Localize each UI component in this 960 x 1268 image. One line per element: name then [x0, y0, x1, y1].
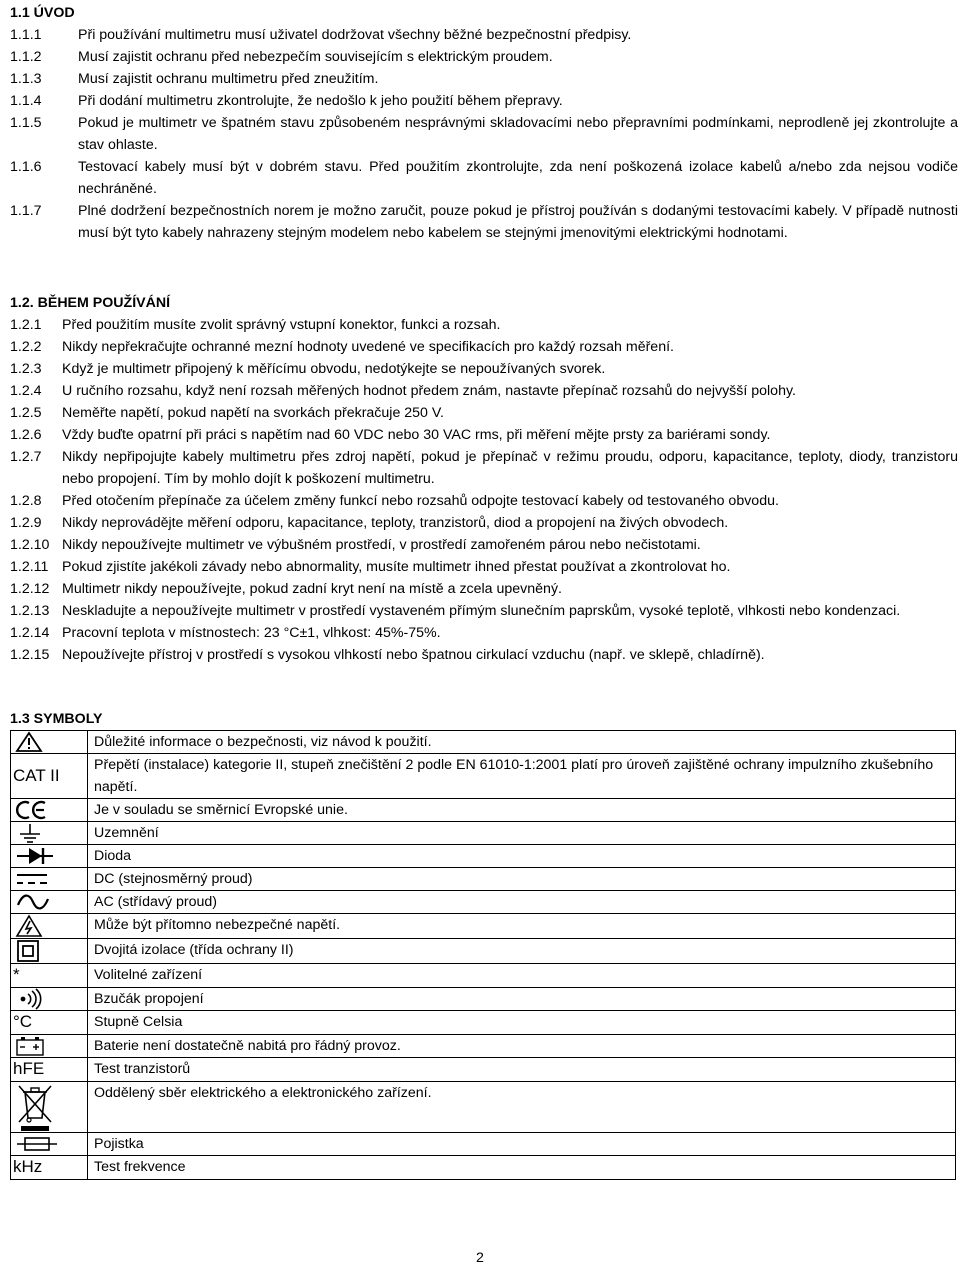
document-page	[10, 2, 958, 1180]
high-voltage-icon	[11, 914, 87, 938]
symbol-cell	[11, 822, 88, 845]
symbol-row	[11, 1011, 956, 1035]
warning-triangle-icon	[11, 731, 87, 753]
symbol-row	[11, 1133, 956, 1156]
symbol-cell	[11, 868, 88, 891]
dc-icon	[11, 868, 87, 890]
item-text: Před otočením přepínače za účelem změny funkcí nebo rozsahů odpojte testovací kabely od testovaného obvodu.	[62, 493, 779, 509]
buzzer-icon	[11, 988, 87, 1010]
section-2-heading: 1.2. BĚHEM POUŽÍVÁNÍ	[10, 295, 171, 311]
page-number: 2	[476, 1250, 484, 1266]
symbol-cell	[11, 1133, 88, 1156]
symbol-cell	[11, 939, 88, 964]
symbol-cell	[11, 845, 88, 868]
symbol-description: Volitelné zařízení	[88, 964, 956, 988]
symbol-cell	[11, 1011, 88, 1035]
symbol-cell	[11, 1058, 88, 1082]
item-number: 1.2.1	[10, 317, 42, 333]
symbol-description: Bzučák propojení	[88, 988, 956, 1011]
celsius-text: °C	[13, 1012, 33, 1031]
item-number: 1.2.8	[10, 493, 42, 509]
item-number: 1.2.6	[10, 427, 42, 443]
item-text: Když je multimetr připojený k měřícímu obvodu, nedotýkejte se nepoužívaných svorek.	[62, 361, 606, 377]
item-number: 1.2.7	[10, 449, 42, 465]
item-text: Nikdy nepoužívejte multimetr ve výbušném prostředí, v prostředí zamořeném párou nebo nečistotami.	[62, 537, 701, 553]
item-text: Musí zajistit ochranu před nebezpečím souvisejícím s elektrickým proudem.	[78, 49, 553, 65]
symbol-row	[11, 754, 956, 799]
item-number: 1.1.2	[10, 49, 42, 65]
list-item	[10, 556, 958, 578]
section-1-list	[10, 24, 958, 244]
symbol-row	[11, 731, 956, 754]
item-text: Musí zajistit ochranu multimetru před zneužitím.	[78, 71, 379, 87]
list-item	[10, 90, 958, 112]
list-item	[10, 424, 958, 446]
section-3-heading: 1.3 SYMBOLY	[10, 711, 103, 727]
double-insulation-icon	[11, 939, 87, 963]
symbol-description: Test frekvence	[88, 1156, 956, 1180]
list-item	[10, 380, 958, 402]
item-text: Nikdy neprovádějte měření odporu, kapacitance, teploty, tranzistorů, diod a propojení na živých obvodech.	[62, 515, 729, 531]
symbol-cell	[11, 754, 88, 799]
symbol-row	[11, 964, 956, 988]
list-item	[10, 358, 958, 380]
cat-ii-text: CAT II	[13, 765, 60, 785]
item-text: Při používání multimetru musí uživatel dodržovat všechny běžné bezpečnostní předpisy.	[78, 27, 632, 43]
list-item	[10, 534, 958, 556]
weee-bin-icon	[11, 1082, 87, 1132]
ac-icon	[11, 891, 87, 913]
symbol-row	[11, 914, 956, 939]
section-2-list	[10, 314, 958, 666]
symbol-row	[11, 822, 956, 845]
section-1-heading: 1.1 ÚVOD	[10, 5, 75, 21]
item-number: 1.1.5	[10, 115, 42, 131]
item-number: 1.1.3	[10, 71, 42, 87]
symbol-description: Dioda	[88, 845, 956, 868]
item-text: Při dodání multimetru zkontrolujte, že nedošlo k jeho použití během přepravy.	[78, 93, 563, 109]
item-number: 1.2.10	[10, 537, 50, 553]
item-text: Nikdy nepřekračujte ochranné mezní hodnoty uvedené ve specifikacích pro každý rozsah měření.	[62, 339, 674, 355]
symbol-row	[11, 845, 956, 868]
item-text: Vždy buďte opatrní při práci s napětím nad 60 VDC nebo 30 VAC rms, při měření mějte prsty za bariérami sondy.	[62, 427, 771, 443]
fuse-icon	[11, 1133, 87, 1155]
list-item	[10, 490, 958, 512]
list-item	[10, 200, 958, 244]
hfe-text: hFE	[13, 1059, 45, 1078]
list-item	[10, 156, 958, 200]
symbol-cell	[11, 914, 88, 939]
symbol-row	[11, 1082, 956, 1133]
item-text: Testovací kabely musí být v dobrém stavu. Před použitím zkontrolujte, zda není poškozená izolace kabelů a/nebo zda nejsou vodiče nechráněné.	[78, 159, 958, 197]
symbol-description: DC (stejnosměrný proud)	[88, 868, 956, 891]
khz-text: kHz	[13, 1157, 43, 1176]
item-text: Nepoužívejte přístroj v prostředí s vysokou vlhkostí nebo špatnou cirkulací vzduchu (např. ve sklepě, chladírně).	[62, 647, 765, 663]
list-item	[10, 68, 958, 90]
symbol-description: AC (střídavý proud)	[88, 891, 956, 914]
symbol-cell	[11, 799, 88, 822]
symbol-description: Oddělený sběr elektrického a elektronického zařízení.	[88, 1082, 956, 1133]
diode-icon	[11, 845, 87, 867]
ground-icon	[11, 822, 87, 844]
symbol-description: Může být přítomno nebezpečné napětí.	[88, 914, 956, 939]
list-item	[10, 112, 958, 156]
item-number: 1.1.4	[10, 93, 42, 109]
symbol-description: Přepětí (instalace) kategorie II, stupeň znečištění 2 podle EN 61010-1:2001 platí pro úroveň zajištěné ochrany impulzního zkušebního napětí.	[88, 754, 956, 799]
symbol-cell	[11, 988, 88, 1011]
item-text: Neskladujte a nepoužívejte multimetr v prostředí vystaveném přímým slunečním paprskům, vysoké teplotě, vlhkosti nebo kondenzaci.	[62, 603, 901, 619]
symbol-cell	[11, 1082, 88, 1133]
battery-icon	[11, 1035, 87, 1057]
symbol-row	[11, 988, 956, 1011]
symbol-description: Uzemnění	[88, 822, 956, 845]
list-item	[10, 446, 958, 490]
item-number: 1.1.6	[10, 159, 42, 175]
symbol-description: Stupně Celsia	[88, 1011, 956, 1035]
list-item	[10, 402, 958, 424]
symbol-description: Důležité informace o bezpečnosti, viz návod k použití.	[88, 731, 956, 754]
symbol-description: Dvojitá izolace (třída ochrany II)	[88, 939, 956, 964]
item-text: Plné dodržení bezpečnostních norem je možno zaručit, pouze pokud je přístroj používán s dodanými testovacími kabely. V případě nutnosti musí být tyto kabely nahrazeny stejným modelem nebo kabelem se stejnými jmenovitými elektrickými hodnotami.	[78, 203, 958, 241]
symbol-cell	[11, 964, 88, 988]
list-item	[10, 600, 958, 622]
item-number: 1.2.4	[10, 383, 42, 399]
symbol-row	[11, 1156, 956, 1180]
symbol-row	[11, 868, 956, 891]
item-text: Nikdy nepřipojujte kabely multimetru přes zdroj napětí, pokud je přepínač v režimu proudu, odporu, kapacitance, teploty, diody, tranzistoru nebo propojení. Tím by mohlo dojít k poškození multimetru.	[62, 449, 958, 487]
symbol-description: Test tranzistorů	[88, 1058, 956, 1082]
item-text: Před použitím musíte zvolit správný vstupní konektor, funkci a rozsah.	[62, 317, 501, 333]
ce-mark-icon	[11, 799, 87, 821]
asterisk-icon: *	[13, 965, 20, 984]
item-number: 1.2.2	[10, 339, 42, 355]
symbol-row	[11, 1035, 956, 1058]
item-text: Pokud je multimetr ve špatném stavu způsobeném nesprávnými skladovacími nebo přepravními podmínkami, neprodleně jej zkontrolujte a stav ohlaste.	[78, 115, 958, 153]
list-item	[10, 512, 958, 534]
item-number: 1.2.9	[10, 515, 42, 531]
symbol-cell	[11, 1035, 88, 1058]
symbol-row	[11, 799, 956, 822]
item-text: Multimetr nikdy nepoužívejte, pokud zadní kryt není na místě a zcela upevněný.	[62, 581, 562, 597]
symbol-cell	[11, 1156, 88, 1180]
item-number: 1.2.13	[10, 603, 50, 619]
symbol-row	[11, 1058, 956, 1082]
symbol-description: Baterie není dostatečně nabitá pro řádný provoz.	[88, 1035, 956, 1058]
symbol-description: Pojistka	[88, 1133, 956, 1156]
symbols-table	[10, 730, 956, 1180]
item-text: Pokud zjistíte jakékoli závady nebo abnormality, musíte multimetr ihned přestat používat a zkontrolovat ho.	[62, 559, 731, 575]
symbol-cell	[11, 731, 88, 754]
item-number: 1.2.3	[10, 361, 42, 377]
item-number: 1.1.1	[10, 27, 42, 43]
item-text: Pracovní teplota v místnostech: 23 °C±1, vlhkost: 45%-75%.	[62, 625, 441, 641]
list-item	[10, 24, 958, 46]
item-number: 1.1.7	[10, 203, 42, 219]
item-number: 1.2.15	[10, 647, 50, 663]
item-number: 1.2.5	[10, 405, 42, 421]
symbol-row	[11, 891, 956, 914]
list-item	[10, 314, 958, 336]
list-item	[10, 644, 958, 666]
item-number: 1.2.14	[10, 625, 50, 641]
item-number: 1.2.12	[10, 581, 50, 597]
item-text: U ručního rozsahu, když není rozsah měřených hodnot předem znám, nastavte přepínač rozsahů do nejvyšší polohy.	[62, 383, 796, 399]
list-item	[10, 622, 958, 644]
list-item	[10, 46, 958, 68]
symbol-cell	[11, 891, 88, 914]
item-text: Neměřte napětí, pokud napětí na svorkách překračuje 250 V.	[62, 405, 444, 421]
item-number: 1.2.11	[10, 559, 49, 575]
list-item	[10, 336, 958, 358]
list-item	[10, 578, 958, 600]
symbol-row	[11, 939, 956, 964]
symbol-description: Je v souladu se směrnicí Evropské unie.	[88, 799, 956, 822]
